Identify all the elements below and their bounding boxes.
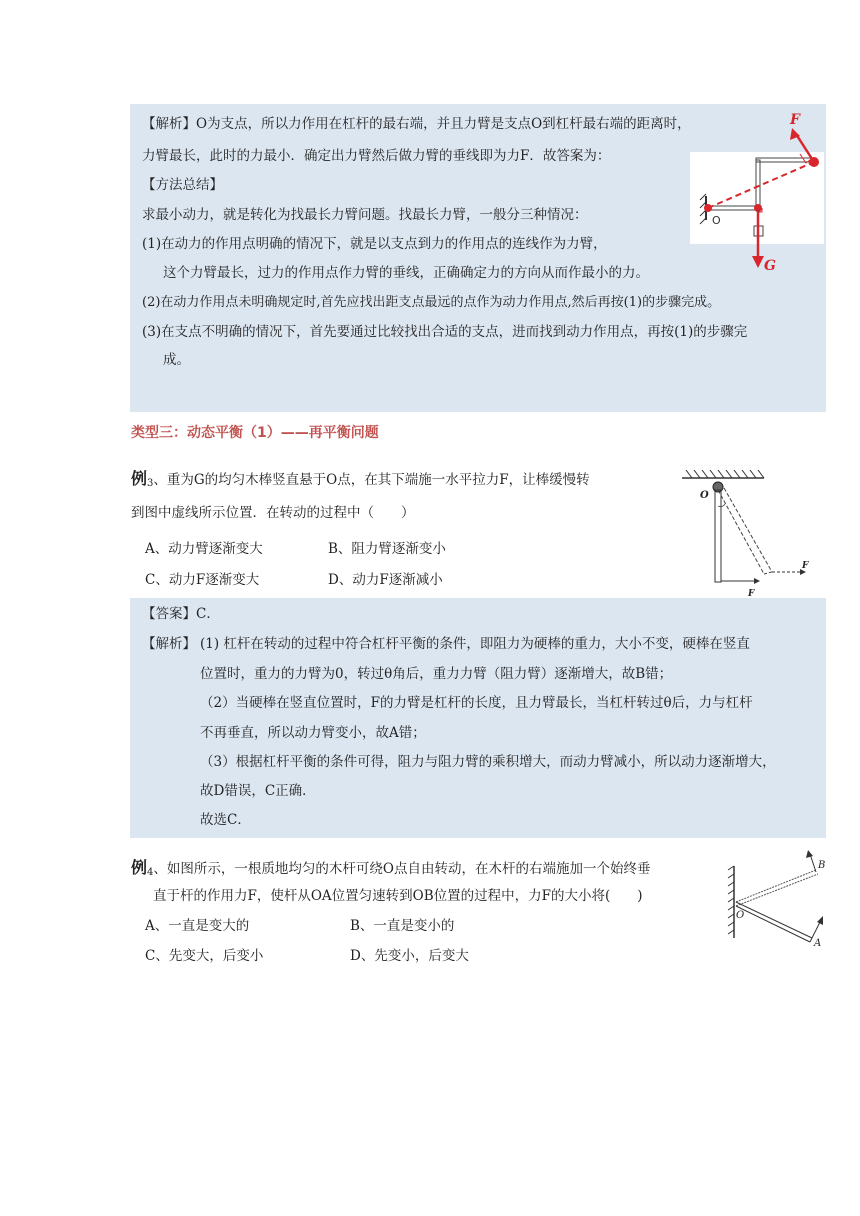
label-b: B bbox=[818, 860, 826, 871]
option-a: A、一直是变大的 bbox=[145, 918, 250, 934]
example4-stem-2: 直于杆的作用力F，使杆从OA位置匀速转到OB位置的过程中，力F的大小将( ) bbox=[153, 888, 643, 904]
analysis-line: 故选C． bbox=[200, 812, 251, 828]
example4-stem bbox=[131, 858, 650, 883]
label-f-dashed: F bbox=[802, 561, 809, 571]
label-g: G bbox=[764, 258, 776, 274]
rod-figure bbox=[676, 470, 816, 598]
option-b: B、阻力臂逐渐变小 bbox=[328, 541, 446, 557]
example-number: 3 bbox=[147, 478, 154, 489]
label-o: O bbox=[712, 214, 721, 227]
method-line: 成。 bbox=[163, 352, 190, 368]
analysis-line: （3）根据杠杆平衡的条件可得，阻力与阻力臂的乘积增大，而动力臂减小，所以动力逐渐增大， bbox=[200, 754, 776, 770]
example-label: 例 bbox=[131, 858, 148, 877]
option-c: C、动力F逐渐变大 bbox=[145, 572, 260, 588]
method-line: 求最小动力，就是转化为找最长力臂问题。找最长力臂，一般分三种情况： bbox=[142, 207, 588, 223]
label-f: F bbox=[748, 589, 755, 598]
label-o: O bbox=[700, 490, 709, 501]
example3-stem bbox=[131, 469, 590, 494]
method-line: (3)在支点不明确的情况下，首先要通过比较找出合适的支点，进而找到动力作用点，再按(1)的步骤完 bbox=[142, 324, 748, 340]
option-a: A、动力臂逐渐变大 bbox=[145, 541, 263, 557]
lever-figure-1 bbox=[686, 108, 828, 274]
method-line: (2)在动力作用点未明确规定时,首先应找出距支点最远的点作为动力作用点,然后再按(1)的步骤完成。 bbox=[142, 295, 721, 310]
example-label: 例 bbox=[131, 469, 148, 488]
rotating-rod-figure bbox=[726, 846, 830, 950]
method-line: (1)在动力的作用点明确的情况下，就是以支点到力的作用点的连线作为力臂， bbox=[142, 236, 607, 252]
label-f: F bbox=[790, 112, 800, 128]
option-d: D、动力F逐渐减小 bbox=[328, 572, 443, 588]
example-number: 4 bbox=[147, 867, 154, 878]
example-stem-text: 、如图所示，一根质地均匀的木杆可绕O点自由转动，在木杆的右端施加一个始终垂 bbox=[153, 861, 651, 877]
analysis-line: 【解析】O为支点，所以力作用在杠杆的最右端，并且力臂是支点O到杠杆最右端的距离时， bbox=[142, 116, 691, 132]
analysis-tag: 【解析】 bbox=[142, 636, 196, 652]
option-c: C、先变大，后变小 bbox=[145, 948, 264, 964]
analysis-line: 力臂最长，此时的力最小．确定出力臂然后做力臂的垂线即为力F．故答案为： bbox=[142, 148, 611, 164]
section-title: 类型三：动态平衡（1）——再平衡问题 bbox=[131, 425, 379, 441]
option-b: B、一直是变小的 bbox=[350, 918, 455, 934]
analysis-line: (1) 杠杆在转动的过程中符合杠杆平衡的条件，即阻力为硬棒的重力，大小不变，硬棒在竖直 bbox=[200, 636, 750, 652]
label-a: A bbox=[814, 938, 822, 949]
analysis-line: 故D错误，C正确． bbox=[200, 783, 316, 799]
analysis-line: （2）当硬棒在竖直位置时，F的力臂是杠杆的长度，且力臂最长，当杠杆转过θ后，力与杠杆 bbox=[200, 695, 753, 711]
method-line: 这个力臂最长，过力的作用点作力臂的垂线，正确确定力的方向从而作最小的力。 bbox=[163, 265, 649, 281]
label-o: O bbox=[736, 910, 745, 921]
example-stem-text: 、重为G的均匀木棒竖直悬于O点，在其下端施一水平拉力F，让棒缓慢转 bbox=[153, 472, 590, 488]
example3-stem-2: 到图中虚线所示位置．在转动的过程中（ ） bbox=[131, 505, 415, 521]
analysis-line: 不再垂直，所以动力臂变小，故A错； bbox=[200, 725, 426, 741]
option-d: D、先变小，后变大 bbox=[350, 948, 469, 964]
answer-line: 【答案】C． bbox=[142, 606, 220, 622]
method-summary-heading: 【方法总结】 bbox=[142, 177, 223, 193]
analysis-line: 位置时，重力的力臂为0，转过θ角后，重力力臂（阻力臂）逐渐增大，故B错； bbox=[200, 666, 673, 682]
